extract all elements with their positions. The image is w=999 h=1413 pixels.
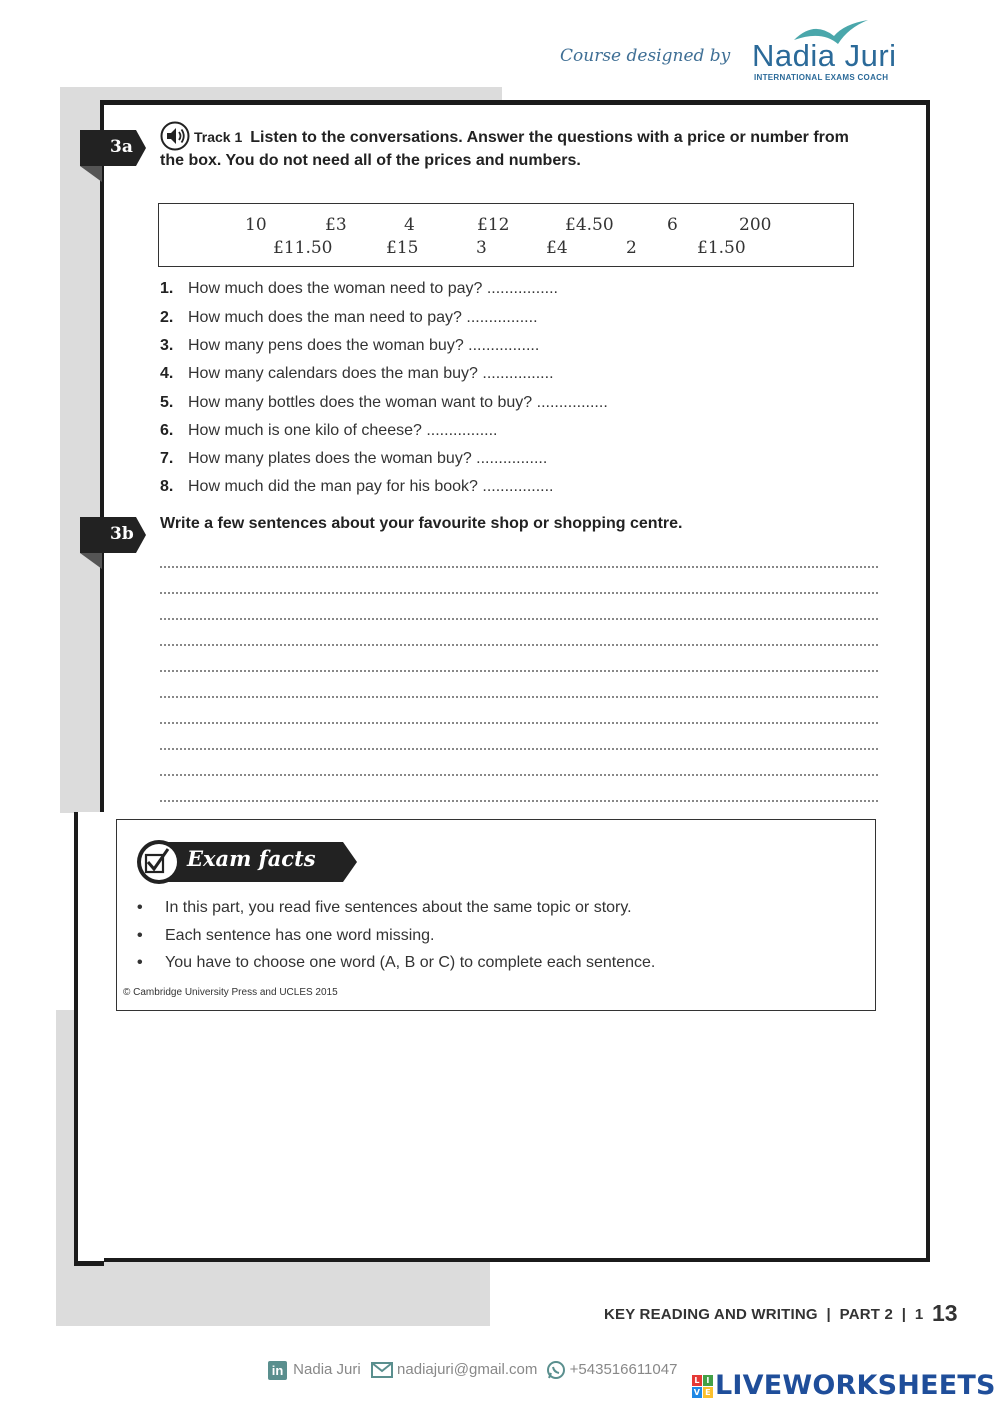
liveworksheets-watermark: [692, 1370, 996, 1401]
exam-facts-box: [116, 819, 876, 1011]
box-item: 2: [626, 238, 637, 258]
exam-fact-item: • In this part, you read five sentences about the same topic or story.: [137, 899, 632, 916]
linkedin-icon[interactable]: in: [268, 1361, 287, 1380]
whatsapp-icon[interactable]: [546, 1360, 566, 1380]
writing-line[interactable]: [160, 800, 878, 802]
footer-text: KEY READING AND WRITING | PART 2 | 1: [604, 1306, 924, 1323]
email-icon[interactable]: [371, 1362, 393, 1378]
box-item: 10: [245, 215, 267, 235]
writing-line[interactable]: [160, 774, 878, 776]
question-item: 1. How much does the woman need to pay? ................: [160, 280, 558, 297]
contact-name: Nadia Juri: [293, 1360, 361, 1378]
question-item: 5. How many bottles does the woman want to buy? ................: [160, 394, 608, 411]
box-item: 4: [404, 215, 415, 235]
section-tag-3b: 3b: [80, 517, 146, 553]
price-number-box: [158, 203, 854, 267]
instruction-3a-line1: Track 1 Listen to the conversations. Answer the questions with a price or number from: [194, 129, 849, 146]
box-item: 200: [739, 215, 772, 235]
contact-email[interactable]: nadiajuri@gmail.com: [397, 1360, 538, 1378]
box-item: £15: [386, 238, 419, 258]
box-item: £4.50: [565, 215, 614, 235]
track-label: Track 1: [194, 129, 243, 145]
writing-line[interactable]: [160, 644, 878, 646]
question-item: 6. How much is one kilo of cheese? ................: [160, 422, 498, 439]
question-item: 3. How many pens does the woman buy? ................: [160, 337, 540, 354]
writing-line[interactable]: [160, 618, 878, 620]
box-item: 6: [667, 215, 678, 235]
instruction-3b: Write a few sentences about your favourite shop or shopping centre.: [160, 515, 683, 532]
instruction-3a-line2: the box. You do not need all of the prices and numbers.: [160, 152, 581, 169]
box-item: £1.50: [697, 238, 746, 258]
box-item: £12: [477, 215, 510, 235]
box-item: 3: [476, 238, 487, 258]
writing-line[interactable]: [160, 696, 878, 698]
worksheet-frame: [100, 100, 930, 1262]
logo-name: Nadia Juri: [752, 38, 897, 73]
exam-fact-item: • Each sentence has one word missing.: [137, 927, 435, 944]
worksheet-frame-lower: [74, 812, 104, 1266]
question-item: 8. How much did the man pay for his book? ................: [160, 478, 554, 495]
question-item: 2. How much does the man need to pay? ................: [160, 309, 538, 326]
exam-facts-title: Exam facts: [187, 846, 316, 871]
exam-fact-item: • You have to choose one word (A, B or C) to complete each sentence.: [137, 954, 656, 971]
box-item: £4: [546, 238, 568, 258]
designed-by-text: Course designed by: [560, 46, 731, 66]
question-item: 7. How many plates does the woman buy? ................: [160, 450, 548, 467]
writing-line[interactable]: [160, 670, 878, 672]
liveworksheets-text: LIVEWORKSHEETS: [715, 1370, 996, 1401]
nadia-juri-logo: [752, 18, 912, 84]
liveworksheets-mark-icon: L I V E: [692, 1375, 713, 1398]
page-number: 13: [932, 1300, 958, 1326]
box-item: £3: [325, 215, 347, 235]
question-item: 4. How many calendars does the man buy? ................: [160, 365, 554, 382]
audio-speaker-icon[interactable]: [160, 121, 190, 151]
writing-line[interactable]: [160, 592, 878, 594]
writing-line[interactable]: [160, 748, 878, 750]
section-tag-3a: 3a: [80, 130, 146, 166]
writing-line[interactable]: [160, 566, 878, 568]
contact-phone: +543516611047: [569, 1360, 678, 1378]
logo-subtitle: INTERNATIONAL EXAMS COACH: [754, 73, 889, 82]
writing-line[interactable]: [160, 722, 878, 724]
copyright-text: © Cambridge University Press and UCLES 2015: [123, 987, 338, 998]
box-item: £11.50: [273, 238, 333, 258]
contact-bar: [268, 1360, 677, 1380]
